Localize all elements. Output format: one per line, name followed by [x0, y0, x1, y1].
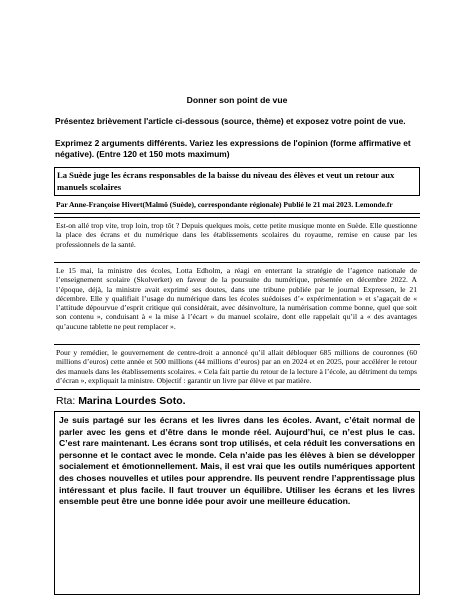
divider [54, 217, 420, 218]
page-title: Donner son point de vue [186, 95, 288, 105]
article-byline: Par Anne-Françoise Hivert(Malmö (Suède), correspondante régionale) Publié le 21 mai 2023. Lemonde.fr [56, 200, 393, 209]
divider [54, 262, 420, 263]
divider [54, 213, 420, 214]
article-paragraph-3: Pour y remédier, le gouvernement de centre-droit a annoncé qu’il allait débloquer 685 millions de couronnes (60 millions d’euros) cette année et 500 millions (44 millions d’euros) par an en 2024 et en 2025, pour accélérer le retour des manuels dans les établissements scolaires. « Cela fait partie du retour de la lecture à l’école, au détriment du temps d’écran », expliquait la ministre. Objectif : garantir un livre par élève et par matière. [56, 348, 417, 385]
divider [54, 389, 420, 390]
divider [54, 344, 420, 345]
article-paragraph-2: Le 15 mai, la ministre des écoles, Lotta Edholm, a réagi en enterrant la stratégie de l’agence nationale de l’enseignement scolaire (Skolverket) en faveur de la poursuite du numérique, présentée en décembre 2022. A l’époque, déjà, la ministre avait exprimé ses doutes, dans une tribune publiée par le journal Expressen, le 21 décembre. Elle y qualifiait l’usage du numérique dans les écoles suédoises d’« expérimentation » et s’agaçait de « l’attitude dépourvue d’esprit critique qui considérait, avec désinvolture, la numérisation comme bonne, quel que soit son contenu », conduisant à « la mise à l’écart » du manuel scolaire, dont elle rappelait qu’il a « des avantages qu’aucune tablette ne peut remplacer ». [56, 266, 417, 331]
instruction-2: Exprimez 2 arguments différents. Variez les expressions de l'opinion (forme affirmative et négative). (Entre 120 et 150 mots maximum) [55, 138, 411, 159]
response-label: Rta: [56, 395, 76, 407]
response-header [56, 395, 186, 407]
instruction-1: Présentez brièvement l'article ci-dessous (source, thème) et exposez votre point de vue. [55, 116, 406, 126]
response-author: Marina Lourdes Soto. [78, 395, 186, 407]
article-paragraph-1: Est-on allé trop vite, trop loin, trop tôt ? Depuis quelques mois, cette petite musique monte en Suède. Elle questionne la place des écrans et du numérique dans les établissements scolaires du royaume, remise en cause par les professionnels de la santé. [56, 221, 417, 249]
answer-text: Je suis partagé sur les écrans et les livres dans les écoles. Avant, c’était normal de parler avec les gens et d’être dans le monde réel. Aujourd’hui, ce n’est plus le cas. C’est rare maintenant. Les écrans sont trop utilisés, et cela réduit les conversations en personne et le contact avec le monde. Cela n’aide pas les élèves à bien se développer socialement et émotionnellement. Mais, il est vrai que les outils numériques apportent des choses nouvelles et utiles pour apprendre. Ils peuvent rendre l’apprentissage plus intéressant et plus facile. Il faut trouver un équilibre. Utiliser les écrans et les livres ensemble peut être une bonne idée pour avoir une meilleure éducation. [54, 411, 420, 595]
article-headline: La Suède juge les écrans responsables de la baisse du niveau des élèves et veut un retour aux manuels scolaires [54, 167, 420, 196]
